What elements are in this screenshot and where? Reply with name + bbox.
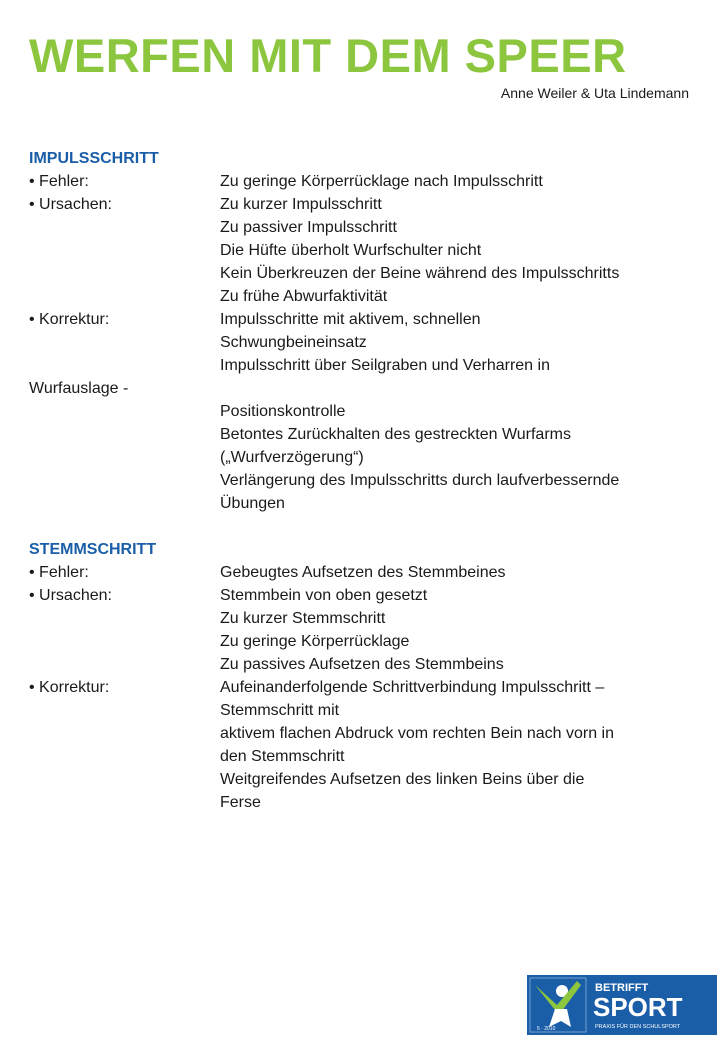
korrektur-line: („Wurfverzögerung“)	[220, 449, 364, 466]
korrektur-label: • Korrektur:	[29, 679, 110, 696]
logo-line2: SPORT	[593, 992, 683, 1022]
ursachen-row	[29, 193, 694, 308]
ursache-item: Zu passives Aufsetzen des Stemmbeins	[220, 656, 504, 673]
korrektur-line: Betontes Zurückhalten des gestreckten Wurfarms	[220, 426, 571, 443]
korrektur-line: aktivem flachen Abdruck vom rechten Bein nach vorn in	[220, 725, 614, 742]
korrektur-line: Impulsschritt über Seilgraben und Verharren in	[220, 357, 550, 374]
korrektur-line: Stemmschritt mit	[220, 702, 340, 719]
page-title: WERFEN MIT DEM SPEER	[29, 29, 627, 82]
ursache-item: Zu passiver Impulsschritt	[220, 219, 397, 236]
ursache-item: Zu geringe Körperrücklage	[220, 633, 410, 650]
ursache-item: Zu frühe Abwurfaktivität	[220, 288, 388, 305]
section-heading-stemmschritt: STEMMSCHRITT	[29, 541, 157, 558]
korrektur-line: Schwungbeineinsatz	[220, 334, 367, 351]
korrektur-label: • Korrektur:	[29, 311, 110, 328]
korrektur-line-wrapped: Wurfauslage -	[29, 380, 129, 397]
ursache-item: Zu kurzer Impulsschritt	[220, 196, 382, 213]
ursache-item: Die Hüfte überholt Wurfschulter nicht	[220, 242, 482, 259]
korrektur-line: Verlängerung des Impulsschritts durch laufverbessernde	[220, 472, 620, 489]
fehler-label: • Fehler:	[29, 564, 89, 581]
content	[29, 147, 694, 814]
logo-tagline: PRAXIS FÜR DEN SCHULSPORT	[595, 1024, 681, 1030]
korrektur-row	[29, 308, 694, 377]
section-heading-impulsschritt: IMPULSSCHRITT	[29, 150, 159, 167]
ursache-item: Stemmbein von oben gesetzt	[220, 587, 428, 604]
fehler-text: Zu geringe Körperrücklage nach Impulsschritt	[220, 173, 543, 190]
korrektur-line: den Stemmschritt	[220, 748, 345, 765]
korrektur-line: Ferse	[220, 794, 261, 811]
korrektur-line: Positionskontrolle	[220, 403, 346, 420]
ursachen-label: • Ursachen:	[29, 196, 112, 213]
korrektur-line: Impulsschritte mit aktivem, schnellen	[220, 311, 481, 328]
betrifft-sport-logo	[527, 975, 717, 1035]
korrektur-line: Übungen	[220, 495, 285, 512]
ursache-item: Zu kurzer Stemmschritt	[220, 610, 386, 627]
ursachen-label: • Ursachen:	[29, 587, 112, 604]
ursache-item: Kein Überkreuzen der Beine während des Impulsschritts	[220, 265, 620, 282]
fehler-row	[29, 170, 694, 193]
authors: Anne Weiler & Uta Lindemann	[500, 85, 689, 101]
logo-issue: 5 · 2010	[537, 1026, 556, 1032]
korrektur-row	[29, 676, 694, 814]
korrektur-line: Aufeinanderfolgende Schrittverbindung Impulsschritt –	[220, 679, 605, 696]
korrektur-line: Weitgreifendes Aufsetzen des linken Beins über die	[220, 771, 585, 788]
fehler-label: • Fehler:	[29, 173, 89, 190]
fehler-text: Gebeugtes Aufsetzen des Stemmbeines	[220, 564, 506, 581]
fehler-row	[29, 561, 694, 584]
ursachen-row	[29, 584, 694, 676]
logo-line1: BETRIFFT	[595, 982, 649, 994]
